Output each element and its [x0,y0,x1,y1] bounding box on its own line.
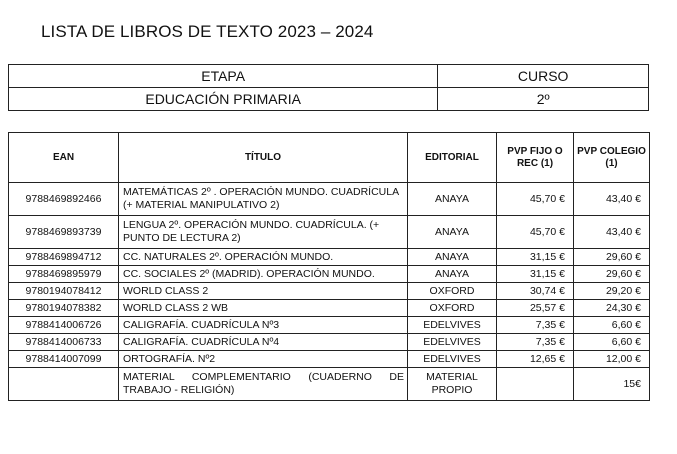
table-row [9,216,650,249]
header-editorial: EDITORIAL [408,133,497,183]
cell-pvp-fijo: 12,65 € [497,351,574,368]
cell-editorial: ANAYA [408,183,497,216]
books-table [8,132,650,401]
cell-ean: 9780194078382 [9,300,119,317]
cell-ean: 9788469895979 [9,266,119,283]
cell-editorial: EDELVIVES [408,334,497,351]
cell-titulo: ORTOGRAFÍA. Nº2 [119,351,408,368]
cell-pvp-fijo: 45,70 € [497,183,574,216]
cell-titulo: CC. NATURALES 2º. OPERACIÓN MUNDO. [119,249,408,266]
cell-pvp-colegio: 15€ [574,368,650,401]
cell-pvp-fijo: 31,15 € [497,266,574,283]
cell-pvp-colegio: 6,60 € [574,334,650,351]
cell-titulo: CC. SOCIALES 2º (MADRID). OPERACIÓN MUNDO. [119,266,408,283]
header-pvp-colegio: PVP COLEGIO (1) [574,133,650,183]
curso-value: 2º [438,88,649,111]
cell-titulo: CALIGRAFÍA. CUADRÍCULA Nº4 [119,334,408,351]
cell-editorial: MATERIAL PROPIO [408,368,497,401]
cell-pvp-fijo: 31,15 € [497,249,574,266]
cell-pvp-fijo: 25,57 € [497,300,574,317]
cell-ean: 9788469892466 [9,183,119,216]
cell-ean: 9788414007099 [9,351,119,368]
cell-titulo: MATEMÁTICAS 2º . OPERACIÓN MUNDO. CUADRÍCULA (+ MATERIAL MANIPULATIVO 2) [119,183,408,216]
table-row [9,368,650,401]
table-row [9,249,650,266]
etapa-curso-table [8,64,649,111]
cell-pvp-fijo: 7,35 € [497,334,574,351]
cell-titulo: MATERIAL COMPLEMENTARIO (CUADERNO DE TRABAJO - RELIGIÓN) [119,368,408,401]
cell-editorial: ANAYA [408,249,497,266]
cell-editorial: EDELVIVES [408,317,497,334]
table-row [9,351,650,368]
cell-pvp-colegio: 24,30 € [574,300,650,317]
cell-pvp-colegio: 43,40 € [574,183,650,216]
cell-titulo: WORLD CLASS 2 [119,283,408,300]
cell-editorial: OXFORD [408,283,497,300]
etapa-header-row [9,65,649,88]
cell-pvp-colegio: 43,40 € [574,216,650,249]
cell-ean: 9788414006726 [9,317,119,334]
table-row [9,334,650,351]
etapa-value-row [9,88,649,111]
header-titulo: TÍTULO [119,133,408,183]
cell-pvp-fijo: 7,35 € [497,317,574,334]
curso-label: CURSO [438,65,649,88]
table-row [9,300,650,317]
books-header-row [9,133,650,183]
cell-pvp-fijo [497,368,574,401]
table-row [9,283,650,300]
cell-pvp-colegio: 6,60 € [574,317,650,334]
cell-pvp-fijo: 45,70 € [497,216,574,249]
header-pvp-fijo: PVP FIJO O REC (1) [497,133,574,183]
header-ean: EAN [9,133,119,183]
cell-pvp-colegio: 12,00 € [574,351,650,368]
cell-ean: 9788469894712 [9,249,119,266]
cell-editorial: OXFORD [408,300,497,317]
cell-editorial: ANAYA [408,266,497,283]
cell-pvp-colegio: 29,20 € [574,283,650,300]
cell-editorial: ANAYA [408,216,497,249]
etapa-value: EDUCACIÓN PRIMARIA [9,88,438,111]
cell-pvp-colegio: 29,60 € [574,249,650,266]
cell-ean: 9780194078412 [9,283,119,300]
table-row [9,183,650,216]
page-title: LISTA DE LIBROS DE TEXTO 2023 – 2024 [41,22,374,41]
cell-editorial: EDELVIVES [408,351,497,368]
cell-ean [9,368,119,401]
cell-ean: 9788469893739 [9,216,119,249]
table-row [9,317,650,334]
cell-titulo: LENGUA 2º. OPERACIÓN MUNDO. CUADRÍCULA. (+ PUNTO DE LECTURA 2) [119,216,408,249]
cell-pvp-colegio: 29,60 € [574,266,650,283]
etapa-label: ETAPA [9,65,438,88]
cell-ean: 9788414006733 [9,334,119,351]
cell-titulo: WORLD CLASS 2 WB [119,300,408,317]
cell-pvp-fijo: 30,74 € [497,283,574,300]
cell-titulo: CALIGRAFÍA. CUADRÍCULA Nº3 [119,317,408,334]
table-row [9,266,650,283]
